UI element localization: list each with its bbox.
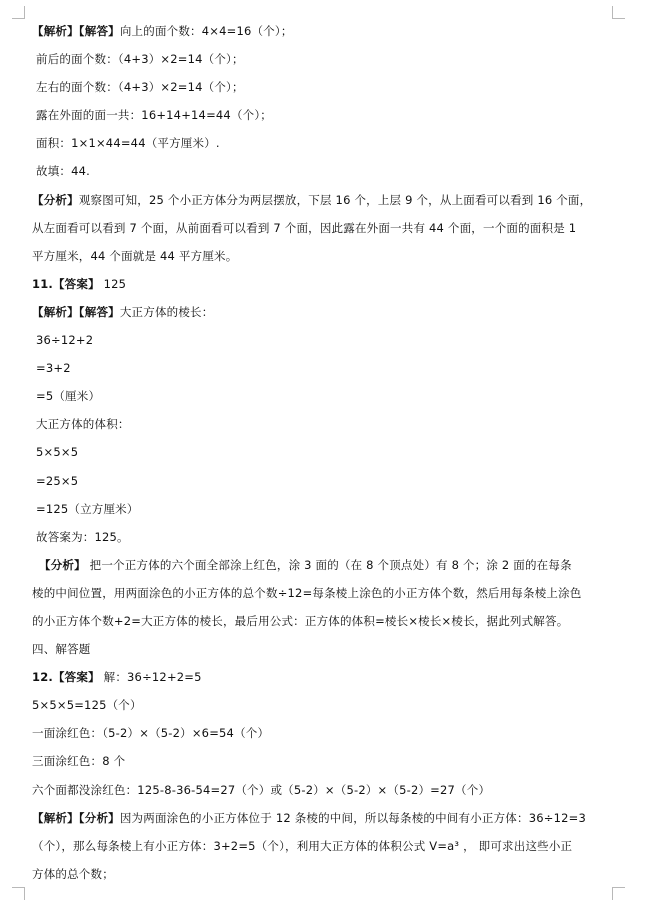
text-line: 面积：1×1×44=44（平方厘米）.: [36, 136, 220, 151]
text-line: 故答案为：125。: [36, 529, 129, 544]
text-line: 5×5×5: [36, 445, 79, 460]
text-line: 的小正方体个数+2=大正方体的棱长，最后用公式：正方体的体积=棱长×棱长×棱长，据此列式解答。: [32, 613, 569, 628]
text-line: 5×5×5=125（个）: [32, 698, 142, 713]
text-line: 【解析】【分析】因为两面涂色的小正方体位于 12 条棱的中间，所以每条棱的中间有小正方体：36÷12=3: [32, 810, 586, 825]
text-line: =25×5: [36, 473, 79, 488]
page-corner-mark-top-left: [12, 6, 25, 19]
text-line: （个），那么每条棱上有小正方体：3+2=5（个），利用大正方体的体积公式 V=a³ ， 即可求出这些小正: [32, 838, 573, 853]
page-corner-mark-bottom-right: [612, 887, 625, 900]
text-line: 从左面看可以看到 7 个面，从前面看可以看到 7 个面，因此露在外面一共有 44 个面，一个面的面积是 1: [32, 220, 577, 235]
text-line: 【解析】【解答】大正方体的棱长：: [32, 304, 214, 319]
text-line: 12.【答案】 解：36÷12+2=5: [32, 670, 202, 685]
text-line: 六个面都没涂红色：125-8-36-54=27（个）或（5-2）×（5-2）×（5-2）=27（个）: [32, 782, 491, 797]
text-line: 11.【答案】 125: [32, 276, 127, 291]
text-line: 棱的中间位置，用两面涂色的小正方体的总个数÷12=每条棱上涂色的小正方体个数，然后用每条棱上涂色: [32, 585, 582, 600]
text-line: 前后的面个数：（4+3）×2=14（个）；: [36, 52, 244, 67]
text-line: =5（厘米）: [36, 389, 101, 404]
page-corner-mark-bottom-left: [12, 887, 25, 900]
text-line: 【分析】 把一个正方体的六个面全部涂上红色，涂 3 面的（在 8 个顶点处）有 8 个；涂 2 面的在每条: [39, 557, 572, 572]
text-line: 方体的总个数；: [32, 866, 114, 881]
document-body: [32, 17, 622, 888]
text-line: 露在外面的面一共：16+14+14=44（个）；: [36, 108, 272, 123]
section-label: 12.【答案】: [32, 670, 100, 685]
text-line: 【分析】观察图可知，25 个小正方体分为两层摆放，下层 16 个，上层 9 个，从上面看可以看到 16 个面，: [32, 192, 592, 207]
text-line: 36÷12+2: [36, 333, 94, 348]
text-line: =125（立方厘米）: [36, 501, 139, 516]
text-line: 一面涂红色：（5-2）×（5-2）×6=54（个）: [32, 726, 270, 741]
text-line: 左右的面个数：（4+3）×2=14（个）；: [36, 80, 244, 95]
section-label: 【解析】【解答】: [32, 304, 120, 319]
text-line: 【解析】【解答】向上的面个数：4×4=16（个）；: [32, 24, 293, 38]
section-label: 【分析】: [32, 192, 79, 207]
text-line: 四、解答题: [32, 642, 91, 657]
text-line: 平方厘米，44 个面就是 44 平方厘米。: [32, 248, 238, 263]
text-line: 大正方体的体积：: [36, 417, 130, 432]
text-line: 故填：44.: [36, 164, 90, 179]
section-label: 11.【答案】: [32, 276, 100, 291]
section-label: 【解析】【分析】: [32, 810, 120, 825]
text-line: =3+2: [36, 361, 71, 376]
section-label: 【解析】【解答】: [32, 24, 120, 38]
text-line: 三面涂红色：8 个: [32, 754, 126, 769]
section-label: 【分析】: [39, 557, 86, 572]
